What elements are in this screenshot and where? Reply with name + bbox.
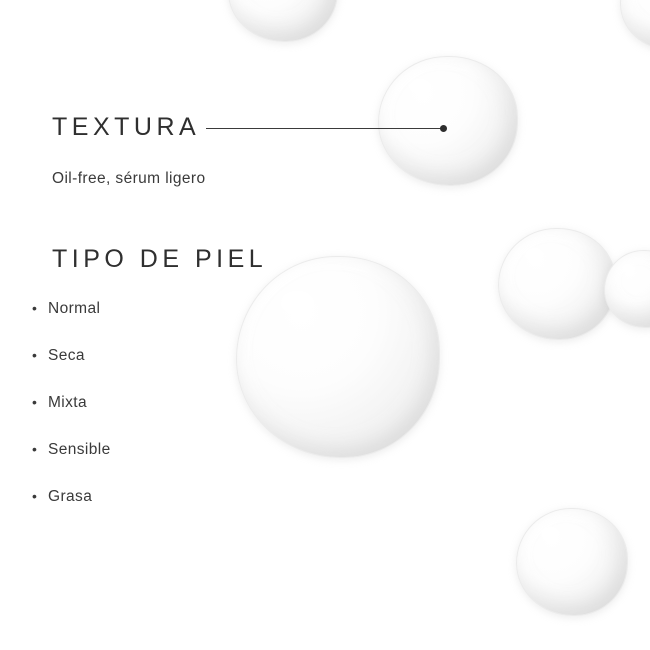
- droplet-top-right-icon: [620, 0, 650, 50]
- bullet-dot-icon: •: [32, 394, 38, 410]
- list-item: [32, 394, 111, 441]
- skin-type-label: Sensible: [48, 441, 111, 458]
- list-item: [32, 300, 111, 347]
- bullet-dot-icon: •: [32, 347, 38, 363]
- skin-type-heading: TIPO DE PIEL: [52, 245, 268, 273]
- callout-endpoint-dot-icon: [440, 125, 447, 132]
- bullet-dot-icon: •: [32, 300, 38, 316]
- skin-type-label: Normal: [48, 300, 101, 317]
- texture-description: Oil-free, sérum ligero: [52, 170, 206, 187]
- list-item: [32, 488, 111, 535]
- list-item: [32, 347, 111, 394]
- skin-type-label: Grasa: [48, 488, 93, 505]
- skin-type-label: Seca: [48, 347, 85, 364]
- list-item: [32, 441, 111, 488]
- skin-type-label: Mixta: [48, 394, 88, 411]
- skin-type-list: [32, 300, 111, 535]
- droplet-center-large-icon: [236, 256, 440, 458]
- texture-callout-line: [206, 128, 444, 130]
- droplet-mid-right-icon: [498, 228, 616, 340]
- texture-heading: TEXTURA: [52, 113, 201, 141]
- bullet-dot-icon: •: [32, 441, 38, 457]
- droplet-top-center-icon: [228, 0, 338, 42]
- droplet-bottom-right-icon: [516, 508, 628, 616]
- callout-line-segment: [206, 128, 444, 129]
- bullet-dot-icon: •: [32, 488, 38, 504]
- droplet-upper-right-icon: [378, 56, 518, 186]
